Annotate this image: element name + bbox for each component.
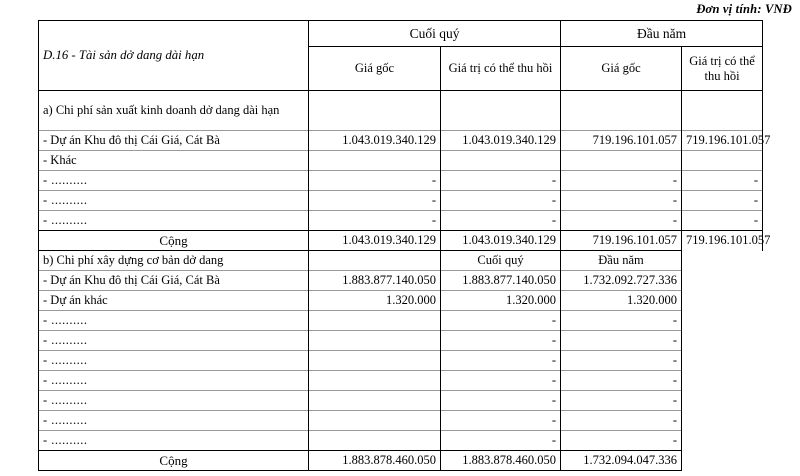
row-value-recoverable-boy: - [682,191,763,211]
row-value-c1 [309,351,441,371]
row-value-c3: - [561,351,682,371]
table-row [39,291,763,311]
subheader-cost-beginning-of-year: Giá gốc [561,47,682,91]
row-value-cost-boy: - [561,171,682,191]
section-a-title-row [39,91,763,131]
total-value-c2: 1.883.878.460.050 [441,451,561,471]
row-value-c3: - [561,371,682,391]
row-value-c3: 1.732.092.727.336 [561,271,682,291]
row-label: - .......... [39,211,309,231]
subheader-recoverable-beginning-of-year: Giá trị có thể thu hồi [682,47,763,91]
row-label: - Dự án Khu đô thị Cái Giá, Cát Bà [39,131,309,151]
row-value-c2: - [441,431,561,451]
row-label: - .......... [39,431,309,451]
row-value-c2: - [441,371,561,391]
long-term-assets-in-progress-table [38,20,771,471]
row-header-title: D.16 - Tài sản dở dang dài hạn [39,21,309,91]
row-value-recoverable-eoq [441,151,561,171]
row-value-c3: - [561,431,682,451]
row-value-cost-boy [561,151,682,171]
section-b-inline-header-c1 [309,251,441,271]
row-value-c4 [682,411,763,431]
row-value-recoverable-boy: 719.196.101.057 [682,131,763,151]
row-value-cost-eoq [309,151,441,171]
row-value-c4 [682,351,763,371]
row-value-c1 [309,431,441,451]
subheader-recoverable-end-of-quarter: Giá trị có thể thu hồi [441,47,561,91]
row-label: - .......... [39,411,309,431]
total-value-c4 [682,451,763,471]
table-row [39,411,763,431]
total-value-cost-boy: 719.196.101.057 [561,231,682,251]
table-header-group-row [39,21,763,47]
row-label: - .......... [39,311,309,331]
row-value-c2: - [441,311,561,331]
column-group-end-of-quarter: Cuối quý [309,21,561,47]
row-value-recoverable-eoq: 1.043.019.340.129 [441,131,561,151]
section-a-total-row [39,231,763,251]
row-value-cost-boy: 719.196.101.057 [561,131,682,151]
row-label: - .......... [39,171,309,191]
row-label: - .......... [39,351,309,371]
row-value-c4 [682,331,763,351]
section-a-title: a) Chi phí sản xuất kinh doanh dở dang dài hạn [39,91,309,131]
section-b-inline-header-end-of-quarter: Cuối quý [441,251,561,271]
section-b-title-row [39,251,763,271]
row-value-c4 [682,271,763,291]
table-row [39,431,763,451]
table-row [39,171,763,191]
row-value-c3: - [561,391,682,411]
total-value-recoverable-boy: 719.196.101.057 [682,231,763,251]
row-value-c4 [682,371,763,391]
row-value-cost-eoq: - [309,171,441,191]
row-label: - .......... [39,391,309,411]
row-value-c3: - [561,311,682,331]
unit-of-measure-note: Đơn vị tính: VNĐ [696,2,792,16]
financial-note-table-container [38,20,771,471]
row-label: - .......... [39,371,309,391]
row-value-recoverable-eoq: - [441,171,561,191]
total-value-recoverable-eoq: 1.043.019.340.129 [441,231,561,251]
section-a-title-c1 [309,91,441,131]
row-label: - .......... [39,191,309,211]
section-a-title-c4 [682,91,763,131]
total-label: Cộng [39,231,309,251]
total-value-c1: 1.883.878.460.050 [309,451,441,471]
row-value-c1: 1.883.877.140.050 [309,271,441,291]
row-value-c3: - [561,411,682,431]
table-row [39,331,763,351]
row-value-recoverable-boy: - [682,211,763,231]
row-value-c1: 1.320.000 [309,291,441,311]
row-value-c1 [309,331,441,351]
row-value-c2: 1.883.877.140.050 [441,271,561,291]
row-label: - Dự án khác [39,291,309,311]
table-row [39,311,763,331]
row-value-recoverable-boy [682,151,763,171]
row-value-c2: 1.320.000 [441,291,561,311]
row-value-recoverable-boy: - [682,171,763,191]
section-b-inline-header-beginning-of-year: Đầu năm [561,251,682,271]
section-a-title-c3 [561,91,682,131]
table-row [39,271,763,291]
row-value-cost-eoq: - [309,191,441,211]
row-value-c2: - [441,411,561,431]
row-value-c4 [682,431,763,451]
section-b-inline-header-c4 [682,251,763,271]
table-row [39,131,763,151]
row-label: - .......... [39,331,309,351]
row-value-recoverable-eoq: - [441,211,561,231]
row-value-c1 [309,371,441,391]
row-value-c3: - [561,331,682,351]
row-value-c4 [682,291,763,311]
total-value-c3: 1.732.094.047.336 [561,451,682,471]
row-value-cost-eoq: - [309,211,441,231]
column-group-beginning-of-year: Đầu năm [561,21,763,47]
row-value-recoverable-eoq: - [441,191,561,211]
row-value-c4 [682,311,763,331]
row-value-c1 [309,411,441,431]
table-row [39,371,763,391]
section-a-title-c2 [441,91,561,131]
total-value-cost-eoq: 1.043.019.340.129 [309,231,441,251]
row-value-cost-boy: - [561,211,682,231]
row-value-c2: - [441,391,561,411]
table-row [39,191,763,211]
row-value-cost-eoq: 1.043.019.340.129 [309,131,441,151]
row-value-cost-boy: - [561,191,682,211]
row-label: - Dự án Khu đô thị Cái Giá, Cát Bà [39,271,309,291]
total-label: Cộng [39,451,309,471]
row-value-c1 [309,311,441,331]
row-value-c1 [309,391,441,411]
row-value-c2: - [441,331,561,351]
table-row [39,211,763,231]
subheader-cost-end-of-quarter: Giá gốc [309,47,441,91]
row-label: - Khác [39,151,309,171]
table-row [39,151,763,171]
table-row [39,351,763,371]
table-row [39,391,763,411]
row-value-c4 [682,391,763,411]
row-value-c3: 1.320.000 [561,291,682,311]
section-b-total-row [39,451,763,471]
section-b-title: b) Chi phí xây dựng cơ bản dở dang [39,251,309,271]
row-value-c2: - [441,351,561,371]
